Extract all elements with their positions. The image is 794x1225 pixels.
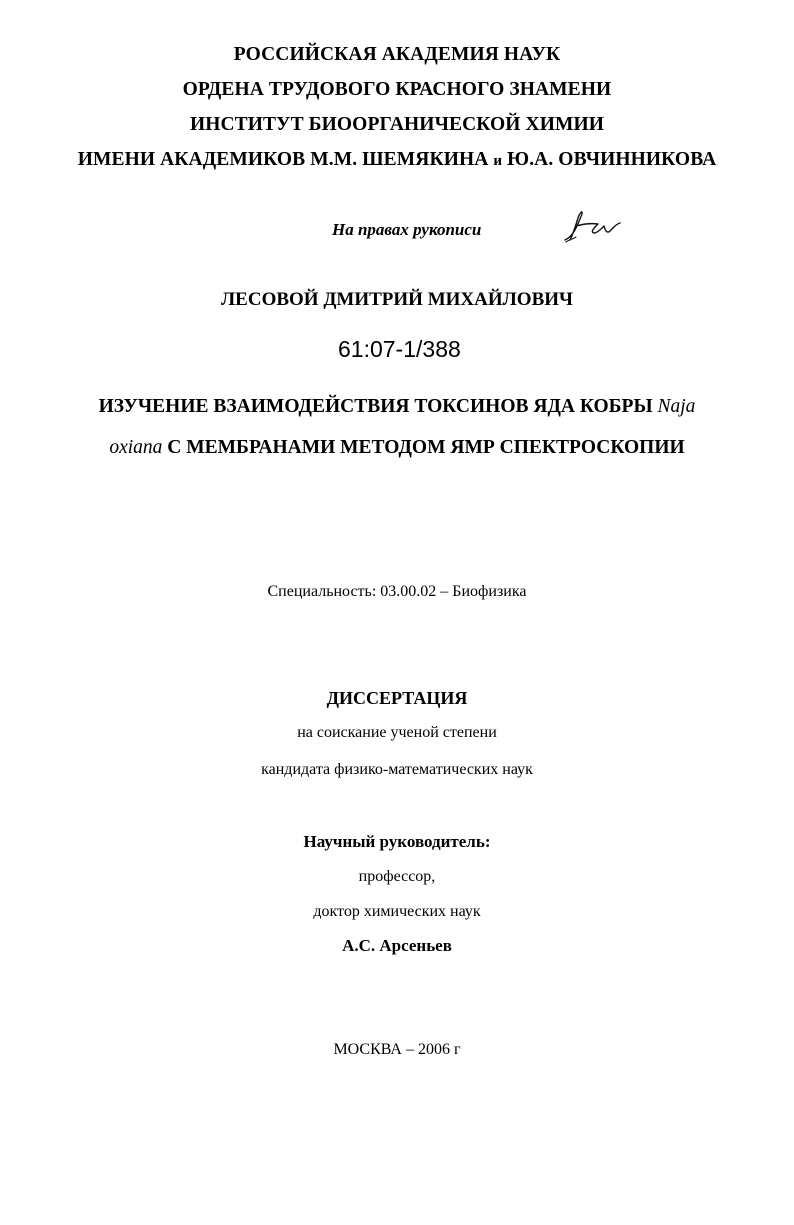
institution-line-4-and: и: [493, 153, 503, 169]
catalog-code: 61:07-1/388: [338, 336, 461, 362]
supervisor-degree: доктор химических наук: [313, 903, 481, 920]
place-year: МОСКВА – 2006 г: [333, 1041, 461, 1058]
author-name: ЛЕСОВОЙ ДМИТРИЙ МИХАЙЛОВИЧ: [221, 289, 573, 310]
thesis-title-part-2: С МЕМБРАНАМИ МЕТОДОМ ЯМР СПЕКТРОСКОПИИ: [162, 437, 685, 458]
species-genus: Naja: [657, 396, 696, 417]
manuscript-rights-note: На правах рукописи: [332, 220, 482, 239]
specialty: Специальность: 03.00.02 – Биофизика: [267, 583, 527, 600]
dissertation-heading: ДИССЕРТАЦИЯ: [326, 688, 468, 708]
degree-line-2: кандидата физико-математических наук: [261, 761, 533, 778]
institution-line-2: ОРДЕНА ТРУДОВОГО КРАСНОГО ЗНАМЕНИ: [182, 79, 612, 100]
institution-line-3: ИНСТИТУТ БИООРГАНИЧЕСКОЙ ХИМИИ: [189, 114, 605, 135]
institution-line-4: [0, 149, 794, 171]
institution-line-4-part-a: ИМЕНИ АКАДЕМИКОВ М.М. ШЕМЯКИНА: [77, 149, 494, 170]
thesis-title-line-2: [0, 437, 794, 459]
supervisor-name: А.С. Арсеньев: [342, 936, 452, 955]
supervisor-label: Научный руководитель:: [303, 832, 491, 851]
institution-line-1: РОССИЙСКАЯ АКАДЕМИЯ НАУК: [233, 44, 561, 65]
institution-line-4-part-b: Ю.А. ОВЧИННИКОВА: [502, 149, 717, 170]
supervisor-title: профессор,: [358, 868, 436, 885]
species-epithet: oxiana: [109, 437, 163, 458]
thesis-title-line-1: [0, 396, 794, 418]
handwritten-signature: [560, 206, 630, 248]
thesis-title-part-1: ИЗУЧЕНИЕ ВЗАИМОДЕЙСТВИЯ ТОКСИНОВ ЯДА КОБРЫ: [98, 396, 658, 417]
degree-line-1: на соискание ученой степени: [297, 724, 497, 741]
